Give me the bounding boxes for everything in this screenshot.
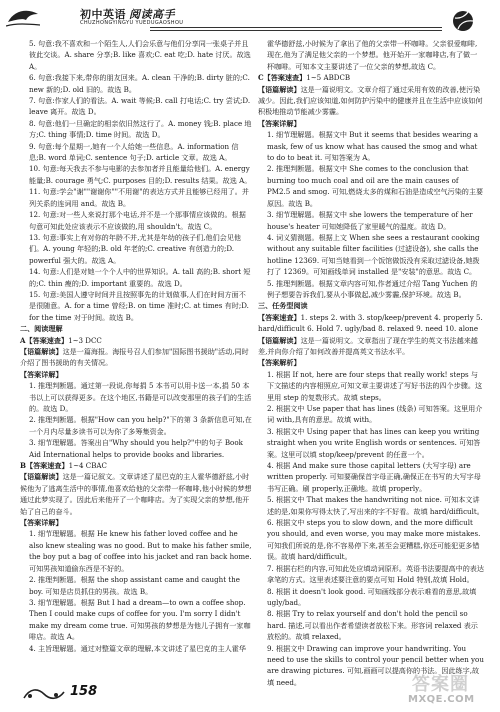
answer-explanation — [258, 517, 484, 563]
answer-heading — [20, 460, 252, 471]
answer-text: 5. 根据文中 That makes the handwriting not nice. 可知本文讲述的是,如果你写得太快了,写出来的字不好看。故填 hard/difficult。 — [267, 495, 484, 516]
answer-heading — [20, 346, 252, 369]
answer-explanation — [258, 494, 484, 517]
task-reading-answers — [258, 312, 484, 688]
answer-text: 这是一篇说明文。文章指出了现在学生的英文书法越来越差,并向你介绍了如何改善并提高英文书法水平。 — [258, 335, 478, 356]
answer-text: 4. 主旨理解题。通过对整篇文章的理解,本文讲述了星巴克的主人霍华 — [29, 643, 246, 653]
answer-explanation — [20, 437, 252, 460]
right-column — [258, 38, 484, 688]
answer-explanation — [258, 426, 484, 460]
answer-label: 【答案详解】 — [20, 369, 63, 379]
answer-label: 【语篇解读】 — [20, 472, 63, 482]
answer-text: 1~5 ABDCB — [306, 73, 351, 83]
passage-c-answers — [258, 72, 484, 300]
answer-heading — [20, 517, 252, 528]
watermark-url: MXQE.COM — [408, 694, 475, 705]
answer-explanation — [258, 563, 484, 586]
answer-text: 3. 细节理解题。答案出自"Why should you help?"中的句子 Book Aid International helps to provide books and libraries. — [29, 438, 243, 459]
volleyball-icon — [452, 10, 474, 32]
vocab-answer-item: 15. 句意:美国人遵守时间并且按照事先的计划做事,人们在时间方面不是很随意。A. for a time 曾经;B. on time 准时;C. at times 有时;D. for the time 对于时间。故选 B。 — [29, 289, 249, 322]
answer-explanation — [258, 586, 484, 609]
answer-text: 1. 细节理解题。根据 He knew his father loved coffee and he also knew stealing was no good. But to make his father smile, the boy put a bag of coffee into his jacket and ran back home. 可知男孩知道偷东西是不好的。 — [29, 529, 252, 573]
passage-b-answers — [20, 460, 252, 654]
page-number: 158 — [70, 684, 98, 699]
vocab-answer-item: 7. 句意:作家人们的看法。A. wait 等候;B. call 打电话;C. try 尝试;D. leave 离开。故选 D。 — [29, 96, 251, 117]
answer-text: 5. 推理判断题。根据文章内容可知,作者通过介绍 Tang Yuchen 的例子想要告诉我们,要从小事做起,减少雾霾,保护环境。故选 B。 — [267, 278, 478, 299]
vocab-answers — [20, 38, 252, 323]
vocab-answer-item: 9. 句意:每个星期一,她有一个人给她一些信息。A. information 信息;B. word 单词;C. sentence 句子;D. article 文章。故选 A。 — [29, 141, 239, 163]
answer-heading — [258, 357, 484, 368]
page-footer — [22, 680, 152, 706]
vocab-answer-item: 12. 句意:对一些人来说打那个电话,并不是一个那事情应该做的。根据句意可知此处应该表示不应该做的,用 shouldn't。故选 C。 — [29, 210, 246, 231]
answer-text: 1. 根据 If not, here are four steps that really work! steps 与下文描述的内容相照应,可知文章主要讲述了写好书法的四个步骤。这里用 step 的复数形式。故填 steps。 — [267, 369, 483, 402]
answer-explanation — [20, 528, 252, 574]
answer-text: 1. 推理判断题。通过第一段说,你每捐 5 本书可以用卡送一本,捐 50 本书以上可以获得更多。在这个地区,书籍是可以改变那里的孩子们的生活的。故选 D。 — [29, 381, 252, 413]
header-divider — [150, 27, 442, 28]
answer-text: 8. 根据 it doesn't look good. 可知画线部分表示难看的意思,故填 ugly/bad。 — [267, 586, 477, 607]
section-heading-reading: 二、阅读理解 — [20, 324, 63, 334]
answer-explanation — [258, 209, 484, 232]
vocab-answer-item: 13. 句意:事实上有对你的年龄不并,尤其是年幼的孩子们,他们会见他们。A. young 年轻的;B. old 年老的;C. creative 有创造力的;D. powerful 强大的。故选 A。 — [29, 232, 241, 265]
answer-text: 3. 根据文中 Using paper that has lines can keep you writing straight when you write English words or sentences. 可知答案。这里可以填 stop/keep/prevent 的任意一个。 — [267, 426, 481, 459]
answer-text: 1. steps 2. with 3. stop/keep/prevent 4. properly 5. hard/difficult 6. Hold 7. ugly/bad 8. relaxed 9. need 10. alone — [258, 312, 483, 334]
answer-label: 【答案速查】 — [258, 312, 301, 322]
answer-label: C【答案速查】 — [258, 73, 307, 83]
answer-explanation — [258, 369, 484, 403]
answer-heading — [20, 335, 252, 346]
answer-heading — [258, 118, 484, 129]
answer-text: 这是一篇海报。海报号召人们参加"国际图书援助"活动,同时介绍了图书援助的有关情况。 — [20, 346, 249, 368]
answer-explanation — [258, 163, 484, 209]
vocab-answer-item: 8. 句意:他们一旦确定的相亲依旧然这行了。A. money 钱;B. place 地方;C. thing 事情;D. time 时间。故选 D。 — [29, 118, 252, 140]
dolphin-logo-icon — [6, 6, 40, 28]
answer-label: B【答案速查】 — [20, 461, 69, 471]
answer-explanation — [258, 608, 484, 642]
answer-label: 【答案解析】 — [258, 358, 301, 368]
answer-heading — [20, 471, 252, 517]
answer-text: 2. 根据文中 Use paper that has lines (线条) 可知答案。这里用介词 with,具有的意思。故填 with。 — [267, 404, 483, 425]
vocab-answer-item: 11. 句意:学会"谢""谢谢你""不用谢"的表达方式并且能够已经用了。并列关系的连词用 and。故选 B。 — [29, 187, 249, 208]
answer-label: 【语篇解读】 — [258, 84, 301, 94]
answer-explanation — [258, 278, 484, 301]
answer-label: 【答案详解】 — [258, 118, 301, 128]
answer-heading — [258, 312, 484, 335]
page-header — [0, 0, 500, 38]
answer-heading — [258, 72, 484, 83]
answer-explanation — [20, 414, 252, 437]
answer-text: 3. 细节理解题。根据 But I had a dream—to own a coffee shop. Then I could make cups of coffee for you. I'm sorry I didn't make my dream come true. 可知男孩的梦想是为他儿子拥有一家咖啡店。故选 A。 — [29, 597, 251, 642]
answer-heading — [20, 369, 252, 380]
answer-text: 1~4 CBAC — [68, 461, 107, 471]
answer-explanation — [258, 460, 484, 494]
book-subtitle: CHUZHONGYINGYU YUEDUGAOSHOU — [80, 20, 184, 26]
answer-text: 2. 推理判断题。根据"How can you help?"下的第 3 条新信息可知,在一个月内尽量多读书可以为你了多筹集资金。 — [29, 415, 252, 436]
answer-explanation — [20, 574, 252, 597]
answer-explanation — [258, 232, 484, 278]
answer-text: 3. 细节理解题。根据文中 she lowers the temperature of her house's heater 可知她降低了家里暖气的温度。故选 D。 — [267, 210, 473, 231]
left-column — [20, 38, 252, 654]
passage-b-continued: 霍华德舒兹,小时候为了拿出了他的父亲带一杯咖啡。父亲很爱咖啡,现在,他为了满足他父亲的一个梦想。他开始开一家咖啡店,有了做一杯咖啡。可知本文主要讲述了一位父亲的梦想,故选 C。 — [267, 39, 478, 71]
vocab-answer-item: 6. 句意:我接下来,带你的朋友回来。A. clean 干净的;B. dirty 脏的;C. new 新的;D. old 旧的。故选 B。 — [29, 73, 250, 94]
passage-a-answers — [20, 335, 252, 460]
answer-explanation — [258, 129, 484, 163]
answer-label: 【语篇解读】 — [20, 346, 63, 356]
answer-text: 6. 根据文中 steps you to slow down, and the more difficult you should, and even worse, you may make more mistakes. 可知我们所说的是,你不容易停下来,甚至会更糟糕,你还可能犯更多错误。故填 hard/difficult。 — [267, 518, 481, 562]
section-heading-task-reading: 三、任务型阅读 — [258, 301, 308, 311]
answer-explanation — [20, 643, 252, 654]
watermark-text: 答案圈 — [412, 674, 469, 695]
footer-ornament-icon — [22, 686, 66, 702]
answer-text: 9. 根据文中 Drawing can improve your handwriting. You need to use the skills to control your pencil better when you are drawing pictures. 可知,画画可以提高你的书法。因此练字,故填 need。 — [267, 643, 484, 687]
answer-text: 4. 根据 And make sure those capital letters (大写字母) are written properly. 可知要确保首字母正确,确保正在书写的大写字母书写正确。刷 properly,正确地。故填 properly。 — [267, 461, 481, 493]
vocab-answer-item: 10. 句意:每天我去不参与电影的去参加者并且能量给他们。A. energy 能量;B. courage 勇气;C. purposes 目的;D. results 结果。故选 A。 — [29, 164, 252, 185]
answer-heading — [258, 84, 484, 118]
site-watermark — [402, 670, 494, 708]
header-divider-thin — [150, 30, 442, 31]
answer-explanation — [20, 380, 252, 414]
answer-text: 1. 细节理解题。根据文中 But it seems that besides wearing a mask, few of us know what has caused the smog and what to do to beat it. 可知答案为 A。 — [267, 130, 478, 163]
answer-label: 【语篇解读】 — [258, 335, 301, 345]
book-title: 初中英语 阅读高手 — [80, 8, 175, 21]
answer-text: 8. 根据 Try to relax yourself and don't hold the pencil so hard. 描述,可以看出作者希望读者放松下来。形容词 relaxed 表示放松的。故填 relaxed。 — [267, 609, 478, 642]
answer-label: 【答案详解】 — [20, 518, 63, 528]
answer-heading — [258, 335, 484, 358]
answer-text: 这是一篇记叙文。文章讲述了星巴克的主人霍华德舒兹,小时候他为了逃离生活中的事情,他喜欢给他的父亲带一杯咖啡,他小时候的梦想通过此梦实现了。因此后来他开了一个咖啡店。为了实现父亲的梦想,他开始了自己的奋斗。 — [20, 472, 252, 516]
answer-label: A【答案速查】 — [20, 335, 69, 345]
answer-text: 1~3 DCC — [68, 335, 102, 345]
answer-text: 2. 推理判断题。根据 the shop assistant came and caught the boy. 可知是店员抓住的男孩。故选 B。 — [29, 575, 240, 596]
answer-explanation — [258, 403, 484, 426]
answer-text: 这是一篇说明文。文章介绍了通过采用有效的改善,使污染减少。因此,我们应该知道,如何防护污染中的健康并且在生活中应该如何积极地推动节能减少雾霾。 — [258, 84, 483, 117]
answer-explanation — [20, 597, 252, 643]
answer-text: 4. 词义猜测题。根据上文 When she sees a restaurant cooking without any suitable filter facilities (过滤设备), she calls the hotline 12369. 可知当她看到一个饭馆做饭没有采取过滤设备,她拨打了 12369。可知画线单词 installed 是"安装"的意思。故选 C。 — [267, 232, 480, 277]
vocab-answer-item: 14. 句意:人们是对她一个个人中的世界知识。A. tall 高的;B. short 短的;C. thin 瘦的;D. important 重要的。故选 D。 — [29, 267, 251, 288]
vocab-answer-item: 5. 句意:我不喜欢和一个陌生人,人们会乐意与他们分享同一张桌子并且彼此交谈。A. share 分享;B. like 喜欢;C. eat 吃;D. hate 讨厌。故选 A。 — [29, 39, 251, 71]
answer-text: 7. 根据右栏的内容,可知此处应填动词原形。英语书法要提高中的表达拿笔的方式。这里表述要注意的要点可知 Hold 特别,故填 Hold。 — [267, 563, 484, 585]
answer-text: 2. 推理判断题。根据文中 She comes to the conclusion that burning too much coal and oil are the main causes of PM2.5 and smog. 可知,燃烧太多的煤和石油是造成空气污染的主要原因。故选 B。 — [267, 164, 484, 208]
